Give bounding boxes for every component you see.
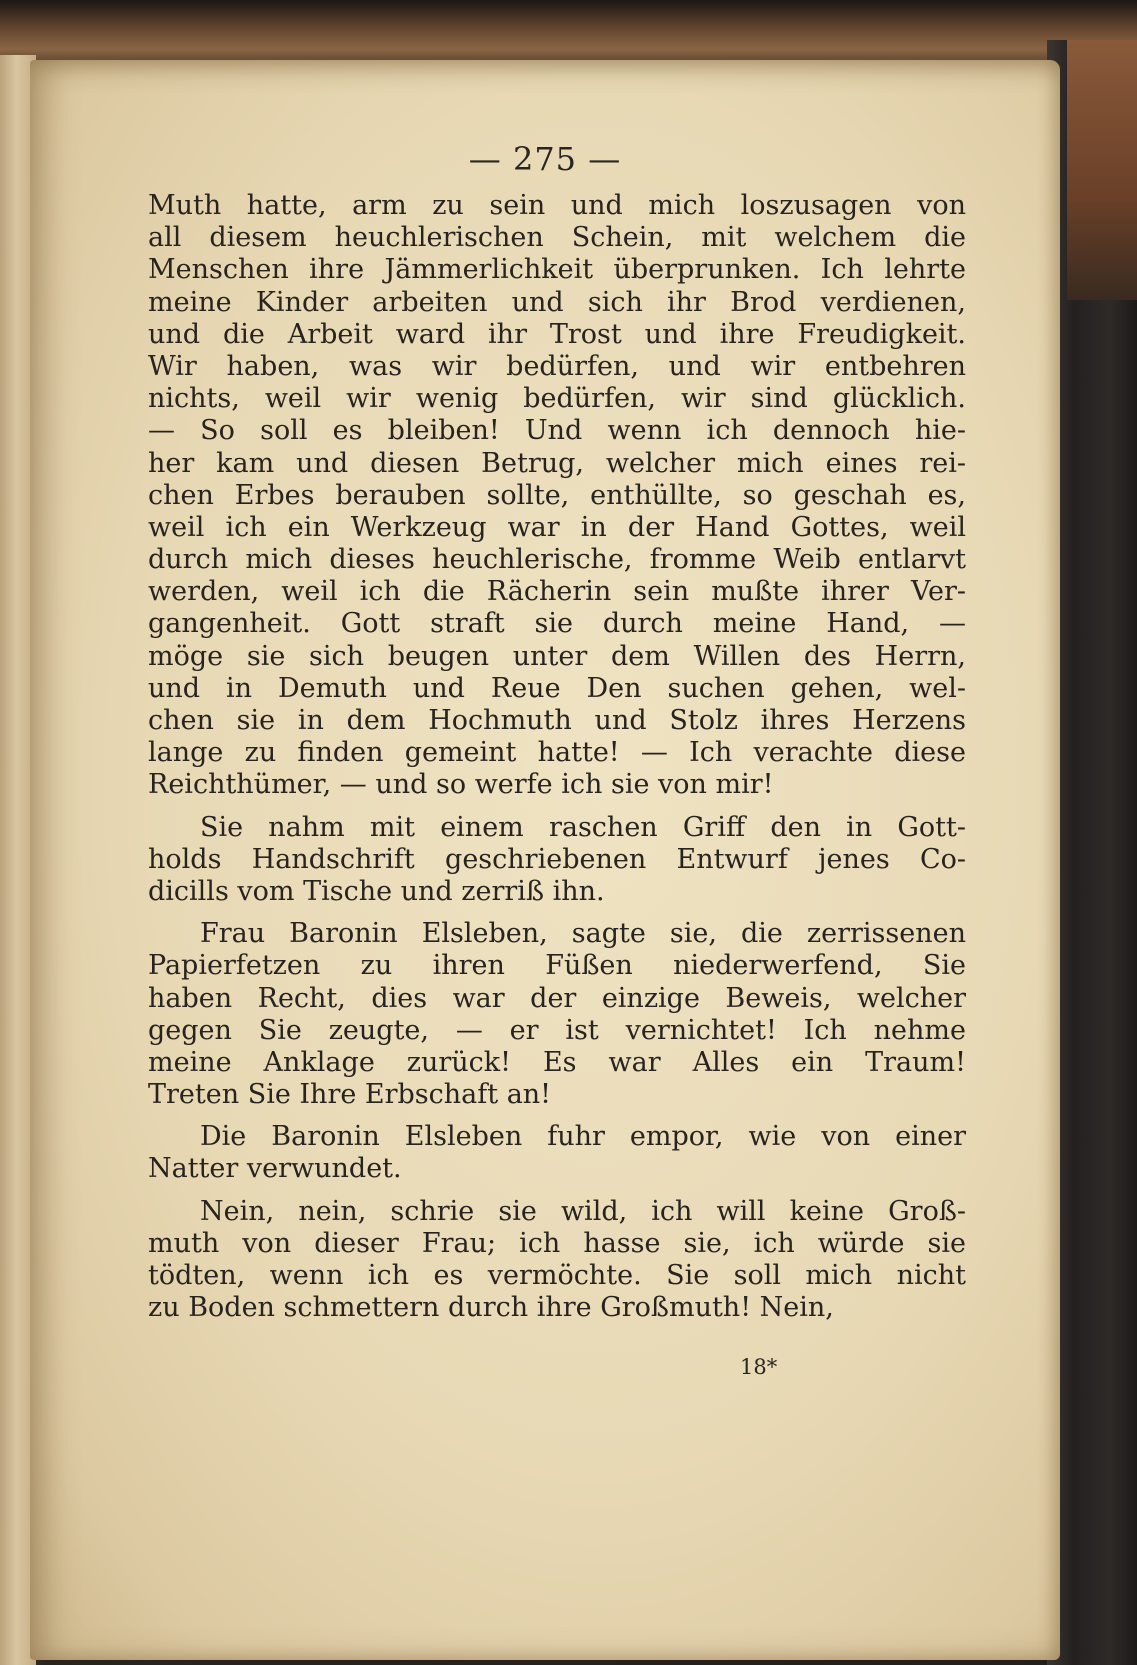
paragraph: [148, 190, 966, 802]
paragraph-gap: [148, 1186, 966, 1196]
text-line: durch mich dieses heuchlerische, fromme Weib entlarvt: [148, 544, 966, 576]
text-line: meine Kinder arbeiten und sich ihr Brod verdienen,: [148, 286, 966, 318]
page-number: — 275 —: [468, 140, 622, 178]
text-line: lange zu finden gemeint hatte! — Ich verachte diese: [148, 737, 966, 769]
paragraph: [148, 918, 966, 1111]
text-line: und die Arbeit ward ihr Trost und ihre Freudigkeit.: [148, 318, 966, 350]
text-line: weil ich ein Werkzeug war in der Hand Gottes, weil: [148, 511, 966, 543]
text-line: gegen Sie zeugte, — er ist vernichtet! Ich nehme: [148, 1014, 966, 1046]
text-line: Frau Baronin Elsleben, sagte sie, die zerrissenen: [200, 918, 966, 950]
paragraph: [148, 812, 966, 909]
text-line: Muth hatte, arm zu sein und mich loszusagen von: [148, 190, 966, 221]
book-page: [30, 60, 1060, 1660]
text-line: Treten Sie Ihre Erbschaft an!: [148, 1079, 552, 1111]
text-line: holds Handschrift geschriebenen Entwurf jenes Co-: [148, 843, 966, 875]
text-line: her kam und diesen Betrug, welcher mich eines rei-: [148, 447, 966, 479]
printer-signature-mark: 18*: [740, 1355, 778, 1379]
text-line: all diesem heuchlerischen Schein, mit welchem die: [148, 222, 966, 254]
paragraph-gap: [148, 1111, 966, 1121]
text-line: Natter verwundet.: [148, 1153, 402, 1185]
text-line: möge sie sich beugen unter dem Willen des Herrn,: [148, 640, 966, 672]
text-line: Reichthümer, — und so werfe ich sie von mir!: [148, 769, 774, 801]
paragraph-gap: [148, 802, 966, 812]
text-line: und in Demuth und Reue Den suchen gehen, wel-: [148, 672, 966, 704]
text-line: zu Boden schmettern durch ihre Großmuth! Nein,: [148, 1292, 834, 1324]
text-line: haben Recht, dies war der einzige Beweis, welcher: [148, 982, 966, 1014]
text-line: Sie nahm mit einem raschen Griff den in Gott-: [200, 811, 966, 843]
page-body-text: [148, 190, 966, 1324]
text-line: chen sie in dem Hochmuth und Stolz ihres Herzens: [148, 705, 966, 736]
text-line: nichts, weil wir wenig bedürfen, wir sind glücklich.: [148, 383, 966, 415]
text-line: werden, weil ich die Rächerin sein mußte ihrer Ver-: [148, 576, 966, 608]
text-line: gangenheit. Gott straft sie durch meine Hand, —: [148, 608, 966, 640]
text-line: dicills vom Tische und zerriß ihn.: [148, 875, 605, 907]
text-line: Nein, nein, schrie sie wild, ich will keine Groß-: [200, 1195, 966, 1227]
text-line: chen Erbes berauben sollte, enthüllte, so geschah es,: [148, 479, 966, 511]
text-line: meine Anklage zurück! Es war Alles ein Traum!: [148, 1046, 966, 1078]
text-line: Menschen ihre Jämmerlichkeit überprunken. Ich lehrte: [148, 254, 966, 286]
paragraph: [148, 1121, 966, 1185]
book-leather-corner: [1067, 40, 1137, 300]
text-line: muth von dieser Frau; ich hasse sie, ich würde sie: [148, 1227, 966, 1259]
paragraph-gap: [148, 908, 966, 918]
text-line: Papierfetzen zu ihren Füßen niederwerfend, Sie: [148, 950, 966, 982]
paragraph: [148, 1196, 966, 1325]
text-line: Die Baronin Elsleben fuhr empor, wie von einer: [200, 1121, 966, 1153]
text-line: Wir haben, was wir bedürfen, und wir entbehren: [148, 350, 966, 382]
text-line: — So soll es bleiben! Und wenn ich dennoch hie-: [148, 415, 966, 447]
text-line: tödten, wenn ich es vermöchte. Sie soll mich nicht: [148, 1260, 966, 1291]
